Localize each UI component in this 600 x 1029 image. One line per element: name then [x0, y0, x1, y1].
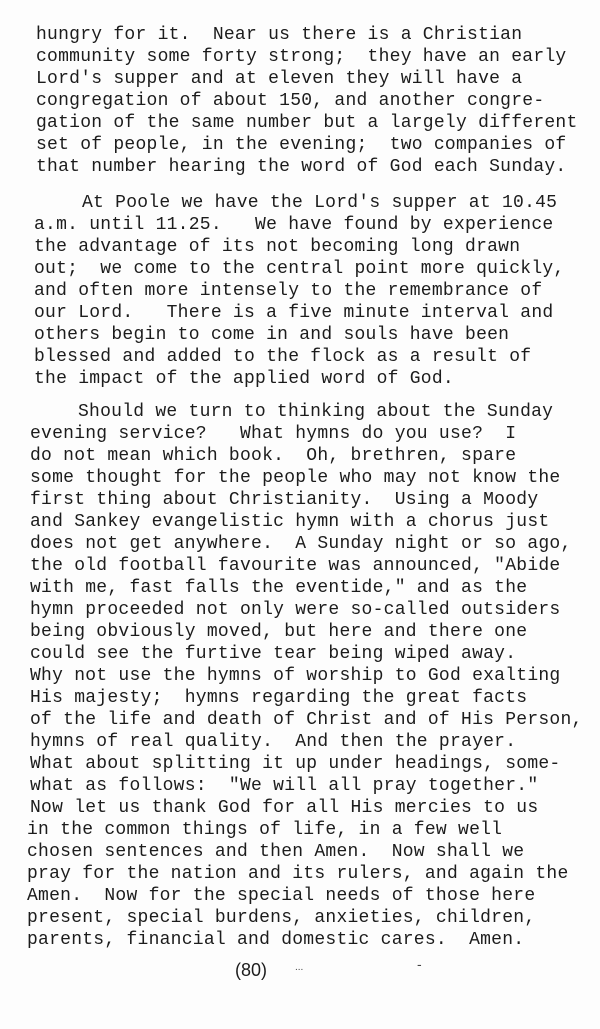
- text-line: chosen sentences and then Amen. Now shall we: [27, 842, 525, 862]
- text-line: a.m. until 11.25. We have found by experience: [34, 215, 554, 235]
- text-line: parents, financial and domestic cares. Amen.: [27, 930, 525, 950]
- text-line: being obviously moved, but here and there one: [30, 622, 528, 642]
- text-line: What about splitting it up under headings, some-: [30, 754, 561, 774]
- text-line: Why not use the hymns of worship to God exalting: [30, 666, 561, 686]
- text-line: first thing about Christianity. Using a Moody: [30, 490, 539, 510]
- text-line: present, special burdens, anxieties, children,: [27, 908, 536, 928]
- text-line: what as follows: "We will all pray together.": [30, 776, 539, 796]
- text-line: our Lord. There is a five minute interval and: [34, 303, 554, 323]
- text-line: community some forty strong; they have an early: [36, 47, 567, 67]
- text-line: the impact of the applied word of God.: [34, 369, 454, 389]
- text-line: gation of the same number but a largely different: [36, 113, 578, 133]
- text-line: and often more intensely to the remembrance of: [34, 281, 543, 301]
- text-line: the old football favourite was announced, "Abide: [30, 556, 561, 576]
- text-line: with me, fast falls the eventide," and as the: [30, 578, 528, 598]
- text-line: and Sankey evangelistic hymn with a chorus just: [30, 512, 550, 532]
- stray-dots: ...: [295, 962, 304, 973]
- text-line: Amen. Now for the special needs of those here: [27, 886, 536, 906]
- text-line: evening service? What hymns do you use? I: [30, 424, 517, 444]
- text-line: Lord's supper and at eleven they will have a: [36, 69, 523, 89]
- text-line: do not mean which book. Oh, brethren, spare: [30, 446, 517, 466]
- text-line: some thought for the people who may not know the: [30, 468, 561, 488]
- text-line: set of people, in the evening; two companies of: [36, 135, 567, 155]
- text-line: hungry for it. Near us there is a Christian: [36, 25, 523, 45]
- text-line: Should we turn to thinking about the Sunday: [78, 402, 554, 422]
- text-line: congregation of about 150, and another congre-: [36, 91, 545, 111]
- text-line: does not get anywhere. A Sunday night or so ago,: [30, 534, 572, 554]
- text-line: the advantage of its not becoming long drawn: [34, 237, 521, 257]
- text-line: Now let us thank God for all His mercies to us: [30, 798, 539, 818]
- page-footer: [0, 956, 600, 984]
- text-line: out; we come to the central point more quickly,: [34, 259, 565, 279]
- page-number: (80): [235, 960, 268, 980]
- stray-dash: -: [417, 956, 422, 972]
- text-line: pray for the nation and its rulers, and again the: [27, 864, 569, 884]
- text-line: At Poole we have the Lord's supper at 10.45: [82, 193, 558, 213]
- paragraph-2: [34, 192, 564, 390]
- paragraph-1: [36, 24, 578, 178]
- text-line: hymns of real quality. And then the prayer.: [30, 732, 517, 752]
- text-line: hymn proceeded not only were so-called outsiders: [30, 600, 561, 620]
- paragraph-3: [27, 401, 583, 951]
- text-line: that number hearing the word of God each Sunday.: [36, 157, 567, 177]
- text-line: His majesty; hymns regarding the great facts: [30, 688, 528, 708]
- text-line: blessed and added to the flock as a result of: [34, 347, 532, 367]
- text-line: others begin to come in and souls have been: [34, 325, 510, 345]
- text-line: could see the furtive tear being wiped away.: [30, 644, 517, 664]
- text-line: in the common things of life, in a few well: [27, 820, 503, 840]
- text-line: of the life and death of Christ and of His Person,: [30, 710, 583, 730]
